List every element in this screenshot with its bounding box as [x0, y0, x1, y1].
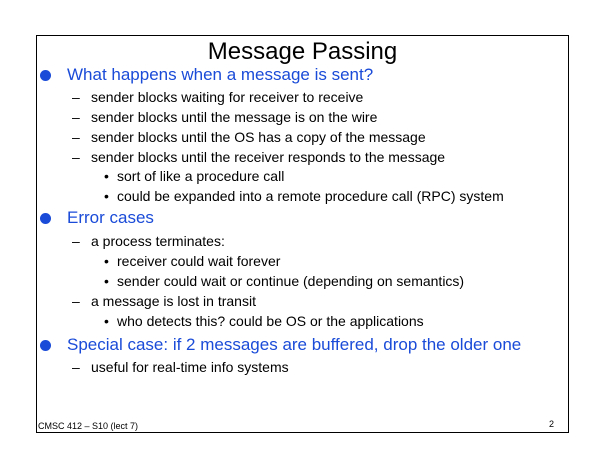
section-heading-text: Special case: if 2 messages are buffered, drop the older one [67, 335, 522, 354]
section-heading-what-happens [67, 65, 373, 85]
small-bullet-icon: • [104, 168, 109, 184]
sub-list-item [104, 168, 285, 184]
bullet-dot-icon [40, 70, 51, 81]
dash-icon: – [72, 89, 80, 105]
dash-icon: – [72, 109, 80, 125]
list-item-text: sender blocks waiting for receiver to receive [91, 89, 364, 105]
list-item-text: a message is lost in transit [91, 293, 256, 309]
list-item [72, 359, 289, 375]
list-item [72, 149, 446, 165]
list-item-text: a process terminates: [91, 233, 225, 249]
page-number: 2 [549, 419, 555, 429]
list-item-text: sender blocks until the receiver responds to the message [91, 149, 446, 165]
list-item-text: sender blocks until the message is on the wire [91, 109, 378, 125]
list-item-text: useful for real-time info systems [91, 359, 289, 375]
list-item [72, 293, 256, 309]
dash-icon: – [72, 293, 80, 309]
list-item [72, 129, 426, 145]
sub-list-item [104, 188, 504, 204]
section-heading-text: Error cases [67, 208, 154, 227]
section-heading-text: What happens when a message is sent? [67, 65, 374, 84]
small-bullet-icon: • [104, 253, 109, 269]
bullet-dot-icon [40, 213, 51, 224]
dash-icon: – [72, 129, 80, 145]
sub-list-item-text: could be expanded into a remote procedure call (RPC) system [117, 188, 504, 204]
sub-list-item-text: receiver could wait forever [117, 253, 281, 269]
sub-list-item-text: sender could wait or continue (depending on semantics) [117, 273, 465, 289]
slide-title: Message Passing [207, 38, 398, 65]
sub-list-item-text: sort of like a procedure call [117, 168, 285, 184]
section-heading-error-cases [67, 208, 154, 228]
small-bullet-icon: • [104, 313, 109, 329]
sub-list-item [104, 273, 465, 289]
small-bullet-icon: • [104, 188, 109, 204]
sub-list-item-text: who detects this? could be OS or the applications [117, 313, 424, 329]
sub-list-item [104, 253, 281, 269]
list-item [72, 233, 225, 249]
dash-icon: – [72, 359, 80, 375]
footer-course-label: CMSC 412 – S10 (lect 7) [38, 421, 139, 431]
section-heading-special-case [67, 335, 521, 355]
small-bullet-icon: • [104, 273, 109, 289]
sub-list-item [104, 313, 424, 329]
dash-icon: – [72, 149, 80, 165]
dash-icon: – [72, 233, 80, 249]
bullet-dot-icon [40, 340, 51, 351]
list-item [72, 89, 364, 105]
list-item-text: sender blocks until the OS has a copy of the message [91, 129, 426, 145]
list-item [72, 109, 378, 125]
